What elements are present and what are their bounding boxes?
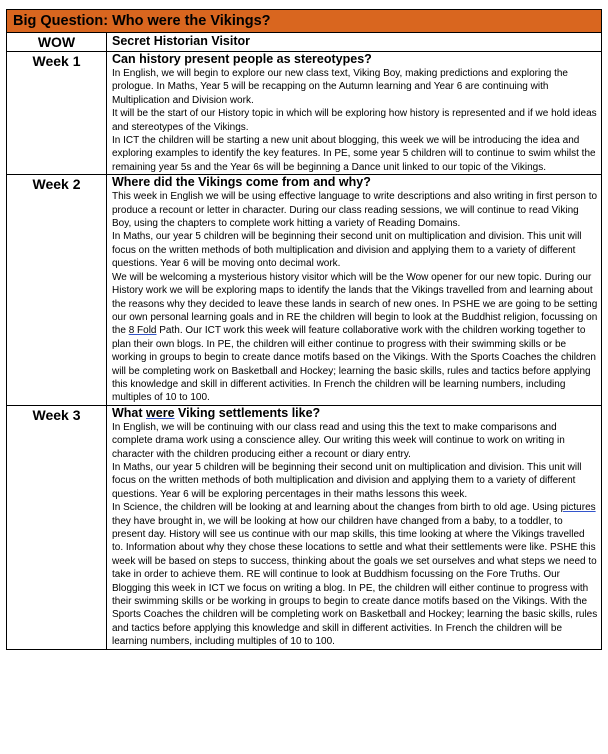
week3-paragraph: In Maths, our year 5 children will be beginning their second unit on multiplication and division. This unit will focus on the written methods of both multiplication and division and applying them to a variety of different questions. Year 6 will be exploring percentages in their maths lessons this week. bbox=[112, 461, 582, 500]
week2-paragraph bbox=[112, 271, 598, 405]
topic-table bbox=[6, 32, 602, 650]
wow-heading: Secret Historian Visitor bbox=[112, 34, 251, 48]
row-label-week3: Week 3 bbox=[7, 405, 107, 649]
document-page bbox=[6, 9, 602, 650]
row-label-week2: Week 2 bbox=[7, 175, 107, 406]
table-row-wow bbox=[7, 33, 602, 52]
table-row-week2 bbox=[7, 175, 602, 406]
row-content-week1 bbox=[107, 52, 602, 175]
week3-heading bbox=[112, 406, 598, 421]
week3-heading-segment: What bbox=[112, 405, 147, 420]
row-content-wow bbox=[107, 33, 602, 52]
week1-paragraph: In English, we will begin to explore our new class text, Viking Boy, making predictions and exploring the prologue. In Maths, Year 5 will be recapping on the Autumn learning and Year 6 are continuing with Multiplication and Division work. bbox=[112, 68, 568, 106]
week3-paragraph: In English, we will be continuing with our class read and using this the text to make comparisons and complete drama work using a conscience alley. Our writing this week will continue to work on writing in character with the children producing either a recount or diary entry. bbox=[112, 421, 565, 460]
week2-paragraph: This week in English we will be using effective language to write descriptions and also writing in first person to produce a recount or letter in character. During our class reading sessions, we will continue to read Viking Boy, using the chapters to complete work hitting a variety of Reading Domains. bbox=[112, 191, 598, 230]
week2-text-segment: We will be welcoming a mysterious history visitor which will be the Wow opener for our new topic. During our History work we will be exploring maps to identify the lands that the Vikings travelled from and learning about the reasons why they decided to leave these lands in search of new ones. In PSHE we are going to be setting our own personal learning goals and in RE the children will begin to look at the Buddhist religion, focussing on the bbox=[112, 271, 598, 337]
row-label-wow: WOW bbox=[7, 33, 107, 52]
week3-text-segment: they have brought in, we will be looking at how our children have changed from a baby, to a toddler, to present day. History will see us continue with our map skills, this time looking at where the Vikings travelled to. Information about why they chose these locations to settle and what their settlements were like. PSHE this week will be based on steps to success, thinking about the goals we set ourselves and what steps we need to take in order to achieve them. RE will continue to look at Buddhism focussing on the Fore Truths. Our Blogging this week in ICT we focus on writing a blog. In PE, the children will either continue to progress with their swimming skills or be working in groups to begin to create dance motifs based on the Vikings. With the Sports Coaches the children will be completing work on Basketball and Hockey; learning the basic skills, rules and tactics before applying this knowledge and skill in different activities. In French the children will be learning numbers, including multiples of 10 to 100. bbox=[112, 515, 598, 648]
week1-paragraph: It will be the start of our History topic in which will be exploring how history is represented and if we hold ideas and stereotypes of the Vikings. bbox=[112, 108, 597, 133]
row-content-week3 bbox=[107, 405, 602, 649]
week3-text-segment: In Science, the children will be looking at and learning about the changes from birth to old age. Using bbox=[112, 502, 561, 514]
page-title: Big Question: Who were the Vikings? bbox=[6, 9, 602, 33]
grammar-flagged-word: were bbox=[146, 405, 175, 420]
week3-paragraph bbox=[112, 501, 598, 648]
week2-heading: Where did the Vikings come from and why? bbox=[112, 175, 371, 190]
spelling-flagged-word: pictures bbox=[560, 502, 596, 514]
week2-paragraph: In Maths, our year 5 children will be beginning their second unit on multiplication and division. This unit will focus on the written methods of both multiplication and division and applying them to a variety of different questions. Year 6 will be moving onto decimal work. bbox=[112, 231, 582, 270]
week1-paragraph: In ICT the children will be starting a new unit about blogging, this week we will be introducing the idea and exploring examples to identify the key features. In PE, some year 5 children will to continue to swim whilst the remaining year 5s and the Year 6s will be beginning a Dance unit linked to our topic of the Vikings. bbox=[112, 135, 596, 173]
week3-heading-segment: Viking settlements like? bbox=[174, 405, 321, 420]
spelling-flagged-word: 8 Fold bbox=[128, 325, 157, 337]
row-label-week1: Week 1 bbox=[7, 52, 107, 175]
week1-heading: Can history present people as stereotypes? bbox=[112, 52, 372, 66]
table-row-week1 bbox=[7, 52, 602, 175]
table-row-week3 bbox=[7, 405, 602, 649]
week2-text-segment: Path. Our ICT work this week will feature collaborative work with the children working together to plan their own blogs. In PE, the children will either continue to progress with their swimming skills or be working in groups to begin to create dance motifs based on the Vikings. With the Sports Coaches the children will be completing work on Basketball and Hockey; learning the basic skills, rules and tactics before applying this knowledge and skill in different activities. In French the children will be learning numbers, including multiples of 10 to 100. bbox=[112, 325, 596, 404]
row-content-week2 bbox=[107, 175, 602, 406]
